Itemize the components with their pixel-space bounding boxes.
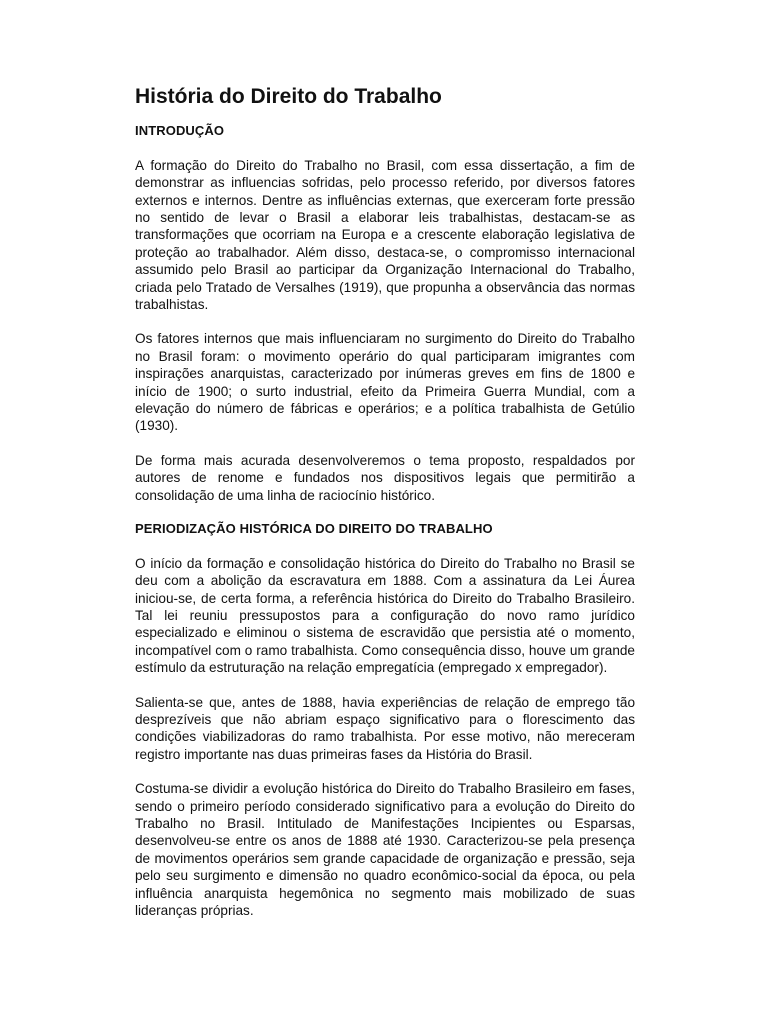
paragraph: Salienta-se que, antes de 1888, havia experiências de relação de emprego tão desprezíveis que não abriam espaço significativo para o florescimento das condições viabilizadoras do ramo trabalhista. Por esse motivo, não mereceram registro importante nas duas primeiras fases da História do Brasil. — [135, 694, 635, 762]
paragraph: A formação do Direito do Trabalho no Brasil, com essa dissertação, a fim de demonstrar as influencias sofridas, pelo processo referido, por diversos fatores externos e internos. Dentre as influências externas, que exerceram forte pressão no sentido de levar o Brasil a elaborar leis trabalhistas, destacam-se as transformações que ocorriam na Europa e a crescente elaboração legislativa de proteção ao trabalhador. Além disso, destaca-se, o compromisso internacional assumido pelo Brasil ao participar da Organização Internacional do Trabalho, criada pelo Tratado de Versalhes (1919), que propunha a observância das normas trabalhistas. — [135, 157, 635, 313]
section-introducao — [135, 123, 635, 504]
document-page — [135, 84, 635, 936]
section-periodizacao — [135, 521, 635, 919]
paragraph: Costuma-se dividir a evolução histórica do Direito do Trabalho Brasileiro em fases, sendo o primeiro período considerado significativo para a evolução do Direito do Trabalho no Brasil. Intitulado de Manifestações Incipientes ou Esparsas, desenvolveu-se entre os anos de 1888 até 1930. Caracterizou-se pela presença de movimentos operários sem grande capacidade de organização e pressão, seja pelo seu surgimento e dimensão no quadro econômico-social da época, ou pela influência anarquista hegemônica no segmento mais mobilizado de suas lideranças próprias. — [135, 781, 635, 918]
section-heading: INTRODUÇÃO — [135, 123, 225, 139]
paragraph: O início da formação e consolidação histórica do Direito do Trabalho no Brasil se deu com a abolição da escravatura em 1888. Com a assinatura da Lei Áurea iniciou-se, de certa forma, a referência histórica do Direito do Trabalho Brasileiro. Tal lei reuniu pressupostos para a configuração do novo ramo jurídico especializado e eliminou o sistema de escravidão que persistia até o momento, incompatível com o ramo trabalhista. Como consequência disso, houve um grande estímulo da estruturação na relação empregatícia (empregado x empregador). — [135, 555, 635, 676]
paragraph: De forma mais acurada desenvolveremos o tema proposto, respaldados por autores de renome e fundados nos dispositivos legais que permitirão a consolidação de uma linha de raciocínio histórico. — [135, 452, 635, 503]
section-heading: PERIODIZAÇÃO HISTÓRICA DO DIREITO DO TRABALHO — [135, 521, 493, 537]
document-title: História do Direito do Trabalho — [135, 85, 442, 108]
paragraph: Os fatores internos que mais influenciaram no surgimento do Direito do Trabalho no Brasil foram: o movimento operário do qual participaram imigrantes com inspirações anarquistas, caracterizado por inúmeras greves em fins de 1800 e início de 1900; o surto industrial, efeito da Primeira Guerra Mundial, com a elevação do número de fábricas e operários; e a política trabalhista de Getúlio (1930). — [135, 331, 635, 434]
